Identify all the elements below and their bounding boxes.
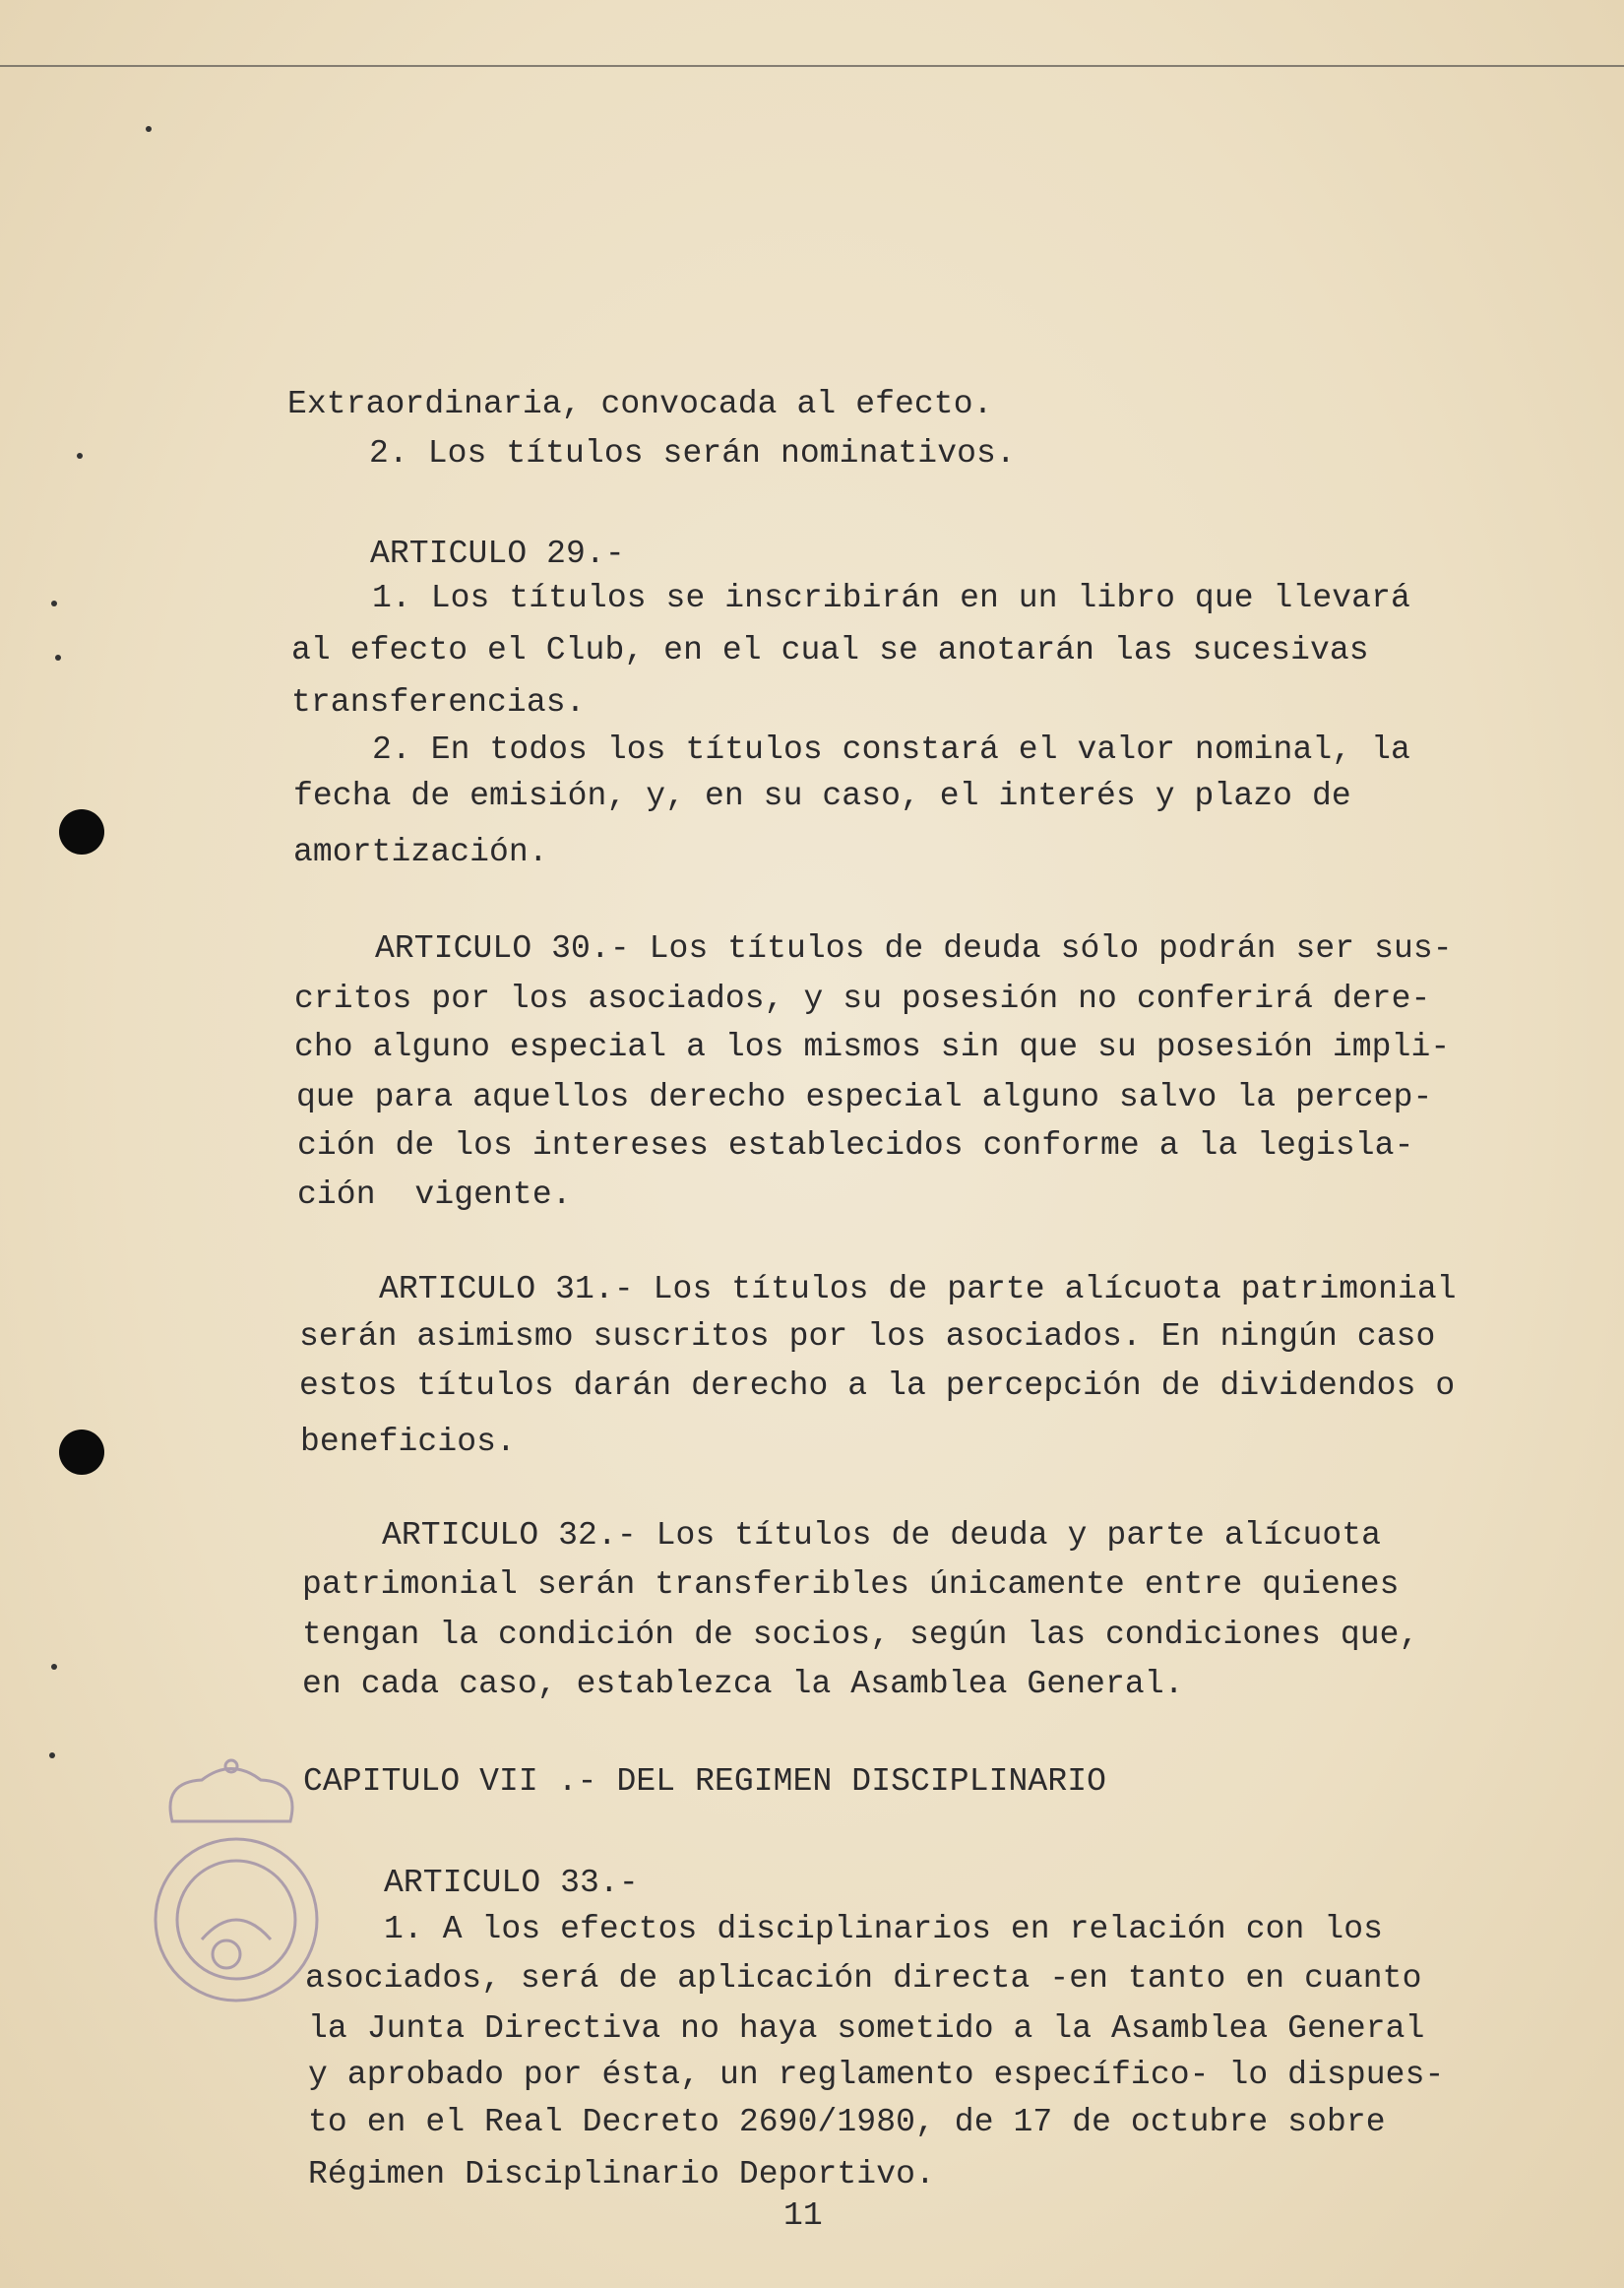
text-line: en cada caso, establezca la Asamblea General. (302, 1666, 1184, 1702)
ink-speck (51, 1664, 57, 1670)
text-line: y aprobado por ésta, un reglamento específico- lo dispues- (308, 2057, 1445, 2093)
text-line: 2. En todos los títulos constará el valor nominal, la (372, 731, 1410, 768)
text-line: patrimonial serán transferibles únicamente entre quienes (302, 1566, 1400, 1603)
top-rule-line (0, 65, 1624, 67)
section-heading-line: CAPITULO VII .- DEL REGIMEN DISCIPLINARIO (303, 1763, 1107, 1800)
section-heading-line: ARTICULO 30.- Los títulos de deuda sólo podrán ser sus- (375, 930, 1453, 967)
text-line: ción de los intereses establecidos conforme a la legisla- (297, 1127, 1414, 1164)
text-line: estos títulos darán derecho a la percepción de dividendos o (299, 1367, 1456, 1404)
ink-speck (55, 655, 61, 661)
text-line: que para aquellos derecho especial alguno salvo la percep- (296, 1079, 1433, 1115)
ink-speck (146, 126, 152, 132)
text-line: 1. Los títulos se inscribirán en un libro que llevará (372, 580, 1410, 616)
text-line: transferencias. (291, 684, 586, 721)
text-line: 2. Los títulos serán nominativos. (369, 435, 1016, 472)
section-heading-line: ARTICULO 31.- Los títulos de parte alícuota patrimonial (379, 1271, 1457, 1307)
text-line: beneficios. (300, 1424, 516, 1460)
text-line: tengan la condición de socios, según las condiciones que, (302, 1617, 1419, 1653)
text-line: serán asimismo suscritos por los asociados. En ningún caso (299, 1318, 1436, 1355)
text-line: Extraordinaria, convocada al efecto. (287, 386, 993, 422)
club-seal-stamp-icon (133, 1752, 330, 2028)
ink-speck (77, 453, 83, 459)
section-heading-line: ARTICULO 32.- Los títulos de deuda y parte alícuota (382, 1517, 1382, 1554)
ink-speck (49, 1752, 55, 1758)
punch-hole (59, 809, 104, 855)
text-line: cho alguno especial a los mismos sin que su posesión impli- (294, 1029, 1451, 1065)
text-line: al efecto el Club, en el cual se anotarán las sucesivas (291, 632, 1369, 668)
text-line: 1. A los efectos disciplinarios en relación con los (384, 1911, 1384, 1947)
section-heading-line: ARTICULO 29.- (370, 536, 625, 572)
text-line: ción vigente. (297, 1176, 572, 1213)
text-line: Régimen Disciplinario Deportivo. (308, 2156, 935, 2193)
text-line: to en el Real Decreto 2690/1980, de 17 de octubre sobre (308, 2104, 1386, 2140)
section-heading-line: ARTICULO 33.- (384, 1865, 639, 1901)
text-line: fecha de emisión, y, en su caso, el interés y plazo de (293, 778, 1351, 814)
text-line: critos por los asociados, y su posesión no conferirá dere- (294, 981, 1431, 1017)
text-line: asociados, será de aplicación directa -en tanto en cuanto (305, 1960, 1422, 1997)
page-number: 11 (783, 2197, 823, 2234)
text-line: la Junta Directiva no haya sometido a la Asamblea General (308, 2010, 1425, 2047)
ink-speck (51, 601, 57, 606)
punch-hole (59, 1430, 104, 1475)
text-line: amortización. (293, 834, 548, 870)
